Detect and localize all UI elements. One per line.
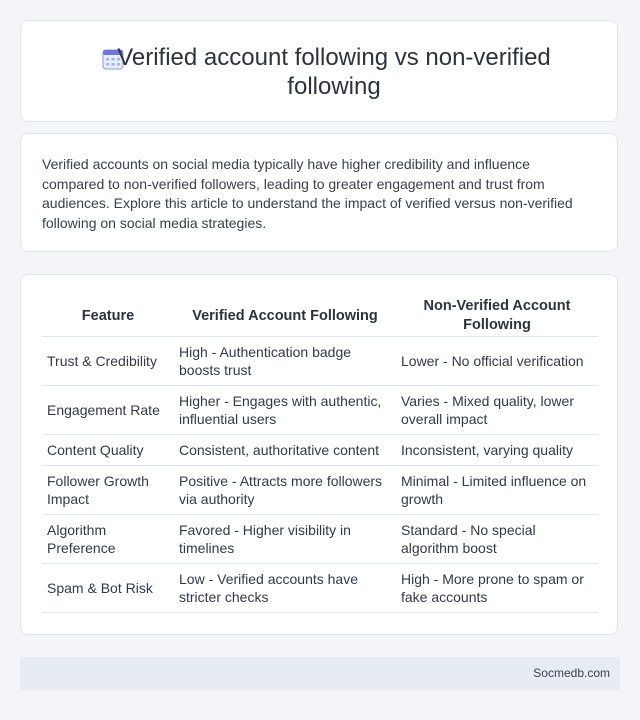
title-card — [20, 20, 618, 122]
column-header-non-verified: Non-Verified Account Following — [396, 296, 598, 337]
intro-card — [20, 133, 618, 252]
table-cell: Higher - Engages with authentic, influential users — [174, 386, 396, 435]
footer-site-link[interactable]: Socmedb.com — [533, 666, 610, 680]
table-row — [42, 386, 598, 435]
table-cell: Content Quality — [42, 435, 174, 466]
table-cell: High - Authentication badge boosts trust — [174, 337, 396, 386]
table-card — [20, 274, 618, 635]
table-cell: Varies - Mixed quality, lower overall impact — [396, 386, 598, 435]
table-header-row — [42, 296, 598, 337]
table-cell: Positive - Attracts more followers via authority — [174, 466, 396, 515]
table-row — [42, 435, 598, 466]
table-cell: High - More prone to spam or fake accounts — [396, 564, 598, 613]
page-title: Verified account following vs non-verified following — [117, 44, 551, 100]
table-cell: Trust & Credibility — [42, 337, 174, 386]
intro-paragraph: Verified accounts on social media typically have higher credibility and influence compared to non-verified followers, leading to greater engagement and trust from audiences. Explore this article to understand the impact of verified versus non-verified following on social media strategies. — [42, 156, 573, 231]
table-row — [42, 337, 598, 386]
table-row — [42, 515, 598, 564]
table-cell: Inconsistent, varying quality — [396, 435, 598, 466]
table-cell: Engagement Rate — [42, 386, 174, 435]
comparison-table — [42, 296, 598, 613]
column-header-verified: Verified Account Following — [174, 296, 396, 337]
table-cell: Spam & Bot Risk — [42, 564, 174, 613]
table-cell: Follower Growth Impact — [42, 466, 174, 515]
table-cell: Favored - Higher visibility in timelines — [174, 515, 396, 564]
footer-bar — [20, 657, 620, 690]
table-row — [42, 466, 598, 515]
table-cell: Low - Verified accounts have stricter checks — [174, 564, 396, 613]
table-row — [42, 564, 598, 613]
column-header-feature: Feature — [42, 296, 174, 337]
table-cell: Standard - No special algorithm boost — [396, 515, 598, 564]
table-cell: Minimal - Limited influence on growth — [396, 466, 598, 515]
table-cell: Lower - No official verification — [396, 337, 598, 386]
table-cell: Consistent, authoritative content — [174, 435, 396, 466]
table-cell: Algorithm Preference — [42, 515, 174, 564]
